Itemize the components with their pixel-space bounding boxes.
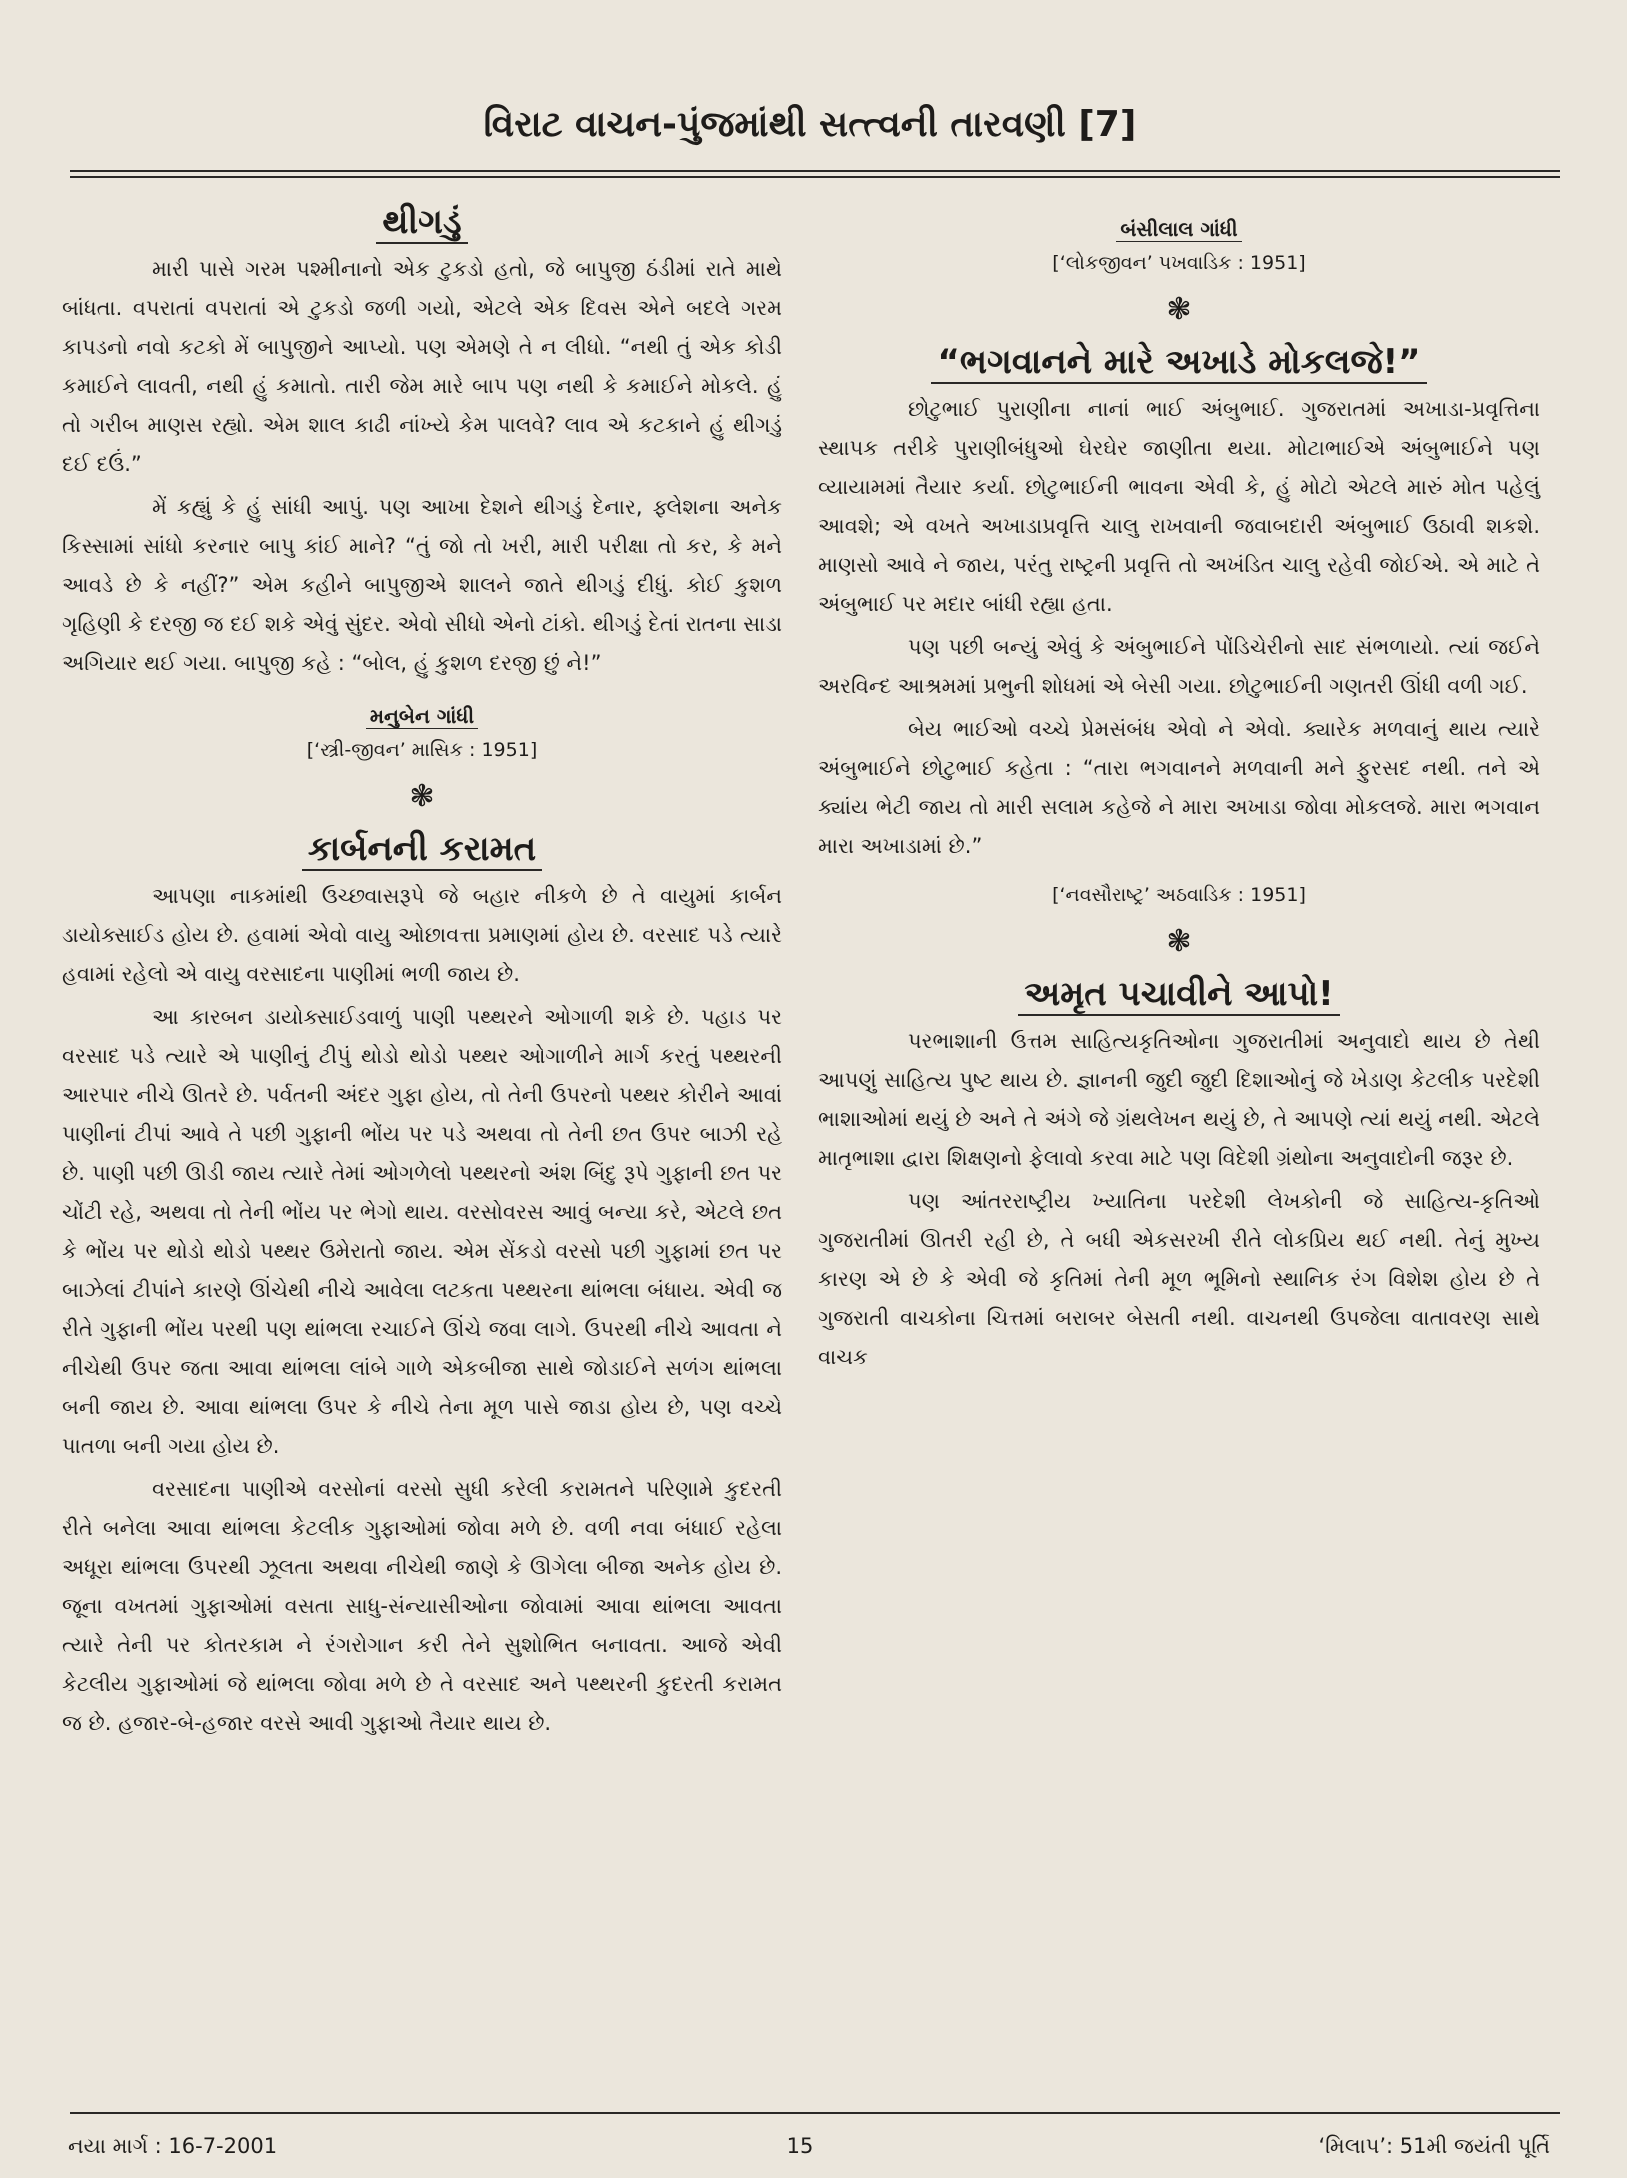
flower-ornament-icon: ❃ <box>1166 924 1192 959</box>
paragraph: પણ આંતરરાષ્ટ્રીય ખ્યાતિના પરદેશી લેખકોની જે સાહિત્ય-કૃતિઓ ગુજરાતીમાં ઊતરી રહી છે, તે બધી એકસરખી રીતે લોકપ્રિય થઈ નથી. તેનું મુખ્ય કારણ એ છે કે એવી જે કૃતિમાં તેની મૂળ ભૂમિનો સ્થાનિક રંગ વિશેશ હોય છે તે ગુજરાતી વાચકોના ચિત્તમાં બરાબર બેસતી નથી. વાચનથી ઉપજેલા વાતાવરણ સાથે વાચક <box>818 1189 1540 1369</box>
paragraph: આપણા નાકમાંથી ઉચ્છ્વાસરૂપે જે બહાર નીકળે છે તે વાયુમાં કાર્બન ડાયોક્સાઈડ હોય છે. હવામાં એવો વાયુ ઓછાવત્તા પ્રમાણમાં હોય છે. વરસાદ પડે ત્યારે હવામાં રહેલો એ વાયુ વરસાદના પાણીમાં ભળી જાય છે. <box>62 884 782 986</box>
footer-publication-date: નયા માર્ગ : 16-7-2001 <box>68 2134 278 2158</box>
paragraph: બેય ભાઈઓ વચ્ચે પ્રેમસંબંધ એવો ને એવો. ક્યારેક મળવાનું થાય ત્યારે અંબુભાઈને છોટુભાઈ કહેતા : “તારા ભગવાનને મળવાની મને ફુરસદ નથી. તને એ ક્યાંય ભેટી જાય તો મારી સલામ કહેજે ને મારા અખાડા જોવા મોકલજે. મારા ભગવાન મારા અખાડામાં છે.” <box>818 717 1540 858</box>
article-carbon-continued <box>818 214 1540 278</box>
paragraph: મેં કહ્યું કે હું સાંધી આપું. પણ આખા દેશને થીગડું દેનાર, ફ્લેશના અનેક કિસ્સામાં સાંધો કરનાર બાપુ કાંઈ માને? “તું જો તો ખરી, મારી પરીક્ષા તો કર, કે મને આવડે છે કે નહીં?” એમ કહીને બાપુજીએ શાલને જાતે થીગડું દીધું. કોઈ કુશળ ગૃહિણી કે દરજી જ દઈ શકે એવું સુંદર. એવો સીધો એનો ટાંકો. થીગડું દેતાં રાતના સાડા અગિયાર થઈ ગયા. બાપુજી કહે : “બોલ, હું કુશળ દરજી છું ને!” <box>62 495 782 675</box>
paragraph: મારી પાસે ગરમ પશ્મીનાનો એક ટુકડો હતો, જે બાપુજી ઠંડીમાં રાતે માથે બાંધતા. વપરાતાં વપરાતાં એ ટુકડો જળી ગયો, એટલે એક દિવસ એને બદલે ગરમ કાપડનો નવો કટકો મેં બાપુજીને આપ્યો. પણ એમણે તે ન લીધો. “નથી તું એક કોડી કમાઈને લાવતી, નથી હું કમાતો. તારી જેમ મારે બાપ પણ નથી કે કમાઈને મોકલે. હું તો ગરીબ માણસ રહ્યો. એમ શાલ કાઢી નાંખ્યે કેમ પાલવે? લાવ એ કટકાને હું થીગડું દઈ દઉં.” <box>62 257 782 476</box>
header-rule-top <box>70 170 1560 172</box>
footer-rule <box>70 2112 1560 2114</box>
source-citation: [‘સ્ત્રી-જીવન’ માસિક : 1951] <box>306 739 538 761</box>
paragraph: પરભાશાની ઉત્તમ સાહિત્યકૃતિઓના ગુજરાતીમાં અનુવાદો થાય છે તેથી આપણું સાહિત્ય પુષ્ટ થાય છે. જ્ઞાનની જુદી જુદી દિશાઓનું જે ખેડાણ કેટલીક પરદેશી ભાશાઓમાં થયું છે અને તે અંગે જે ગ્રંથલેખન થયું છે, તે આપણે ત્યાં થયું નથી. એટલે માતૃભાશા દ્વારા શિક્ષણનો ફેલાવો કરવા માટે પણ વિદેશી ગ્રંથોના અનુવાદોની જરૂર છે. <box>818 1029 1540 1170</box>
article-amrut <box>818 972 1540 1377</box>
page-header-title: વિરાટ વાચન-પુંજમાંથી સત્ત્વની તારવણી [7] <box>483 104 1137 145</box>
article-title: “ભગવાનને મારે અખાડે મોકલજે!” <box>931 342 1426 384</box>
paragraph: પણ પછી બન્યું એવું કે અંબુભાઈને પોંડિચેરીનો સાદ સંભળાયો. ત્યાં જઈને અરવિન્દ આશ્રમમાં પ્રભુની શોધમાં એ બેસી ગયા. છોટુભાઈની ગણતરી ઊંધી વળી ગઈ. <box>818 635 1540 698</box>
source-citation: [‘નવસૌરાષ્ટ્ર’ અઠવાડિક : 1951] <box>1052 884 1306 906</box>
article-carbon <box>62 827 782 1743</box>
article-title: થીગડું <box>376 202 467 244</box>
page-number: 15 <box>786 2134 814 2158</box>
paragraph: છોટુભાઈ પુરાણીના નાનાં ભાઈ અંબુભાઈ. ગુજરાતમાં અખાડા-પ્રવૃત્તિના સ્થાપક તરીકે પુરાણીબંધુઓ ઘેરઘેર જાણીતા થયા. મોટાભાઈએ અંબુભાઈને પણ વ્યાયામમાં તૈયાર કર્યા. છોટુભાઈની ભાવના એવી કે, હું મોટો એટલે મારું મોત પહેલું આવશે; એ વખતે અખાડાપ્રવૃત્તિ ચાલુ રાખવાની જવાબદારી અંબુભાઈ ઉઠાવી શકશે. માણસો આવે ને જાય, પરંતુ રાષ્ટ્રની પ્રવૃત્તિ તો અખંડિત ચાલુ રહેવી જોઈએ. એ માટે તે અંબુભાઈ પર મદાર બાંધી રહ્યા હતા. <box>818 397 1540 616</box>
flower-ornament-icon: ❃ <box>409 779 435 814</box>
author-name: બંસીલાલ ગાંધી <box>1116 217 1241 242</box>
article-title: કાર્બનની કરામત <box>302 829 542 871</box>
right-column <box>818 214 1540 1377</box>
footer-supplement-name: ‘મિલાપ’: 51મી જયંતી પૂર્તિ <box>1318 2134 1550 2158</box>
article-title: અમૃત પચાવીને આપો! <box>1018 974 1339 1016</box>
article-thigdu <box>62 200 782 765</box>
flower-ornament-icon: ❃ <box>1166 292 1192 327</box>
paragraph: વરસાદના પાણીએ વરસોનાં વરસો સુધી કરેલી કરામતને પરિણામે કુદરતી રીતે બનેલા આવા થાંભલા કેટલીક ગુફાઓમાં જોવા મળે છે. વળી નવા બંધાઈ રહેલા અધૂરા થાંભલા ઉપરથી ઝૂલતા અથવા નીચેથી જાણે કે ઊગેલા બીજા અનેક હોય છે. જૂના વખતમાં ગુફાઓમાં વસતા સાધુ-સંન્યાસીઓના જોવામાં આવા થાંભલા આવતા ત્યારે તેની પર કોતરકામ ને રંગરોગાન કરી તેને સુશોભિત બનાવતા. આજે એવી કેટલીય ગુફાઓમાં જે થાંભલા જોવા મળે છે તે વરસાદ અને પથ્થરની કુદરતી કરામત જ છે. હજાર-બે-હજાર વરસે આવી ગુફાઓ તૈયાર થાય છે. <box>62 1477 782 1735</box>
source-citation: [‘લોકજીવન’ પખવાડિક : 1951] <box>1052 252 1306 274</box>
header-rule-bottom <box>70 176 1560 178</box>
left-column <box>62 200 782 1743</box>
paragraph: આ કારબન ડાયોક્સાઈડવાળું પાણી પથ્થરને ઓગાળી શકે છે. પહાડ પર વરસાદ પડે ત્યારે એ પાણીનું ટીપું થોડો થોડો પથ્થર ઓગાળીને માર્ગ કરતું પથ્થરની આરપાર નીચે ઊતરે છે. પર્વતની અંદર ગુફા હોય, તો તેની ઉપરનો પથ્થર કોરીને આવાં પાણીનાં ટીપાં આવે તે પછી ગુફાની ભોંય પર પડે અથવા તો તેની છત ઉપર બાઝી રહે છે. પાણી પછી ઊડી જાય ત્યારે તેમાં ઓગળેલો પથ્થરનો અંશ બિંદુ રૂપે ગુફાની છત પર ચોંટી રહે, અથવા તો તેની ભોંય પર ભેગો થાય. વરસોવરસ આવું બન્યા કરે, એટલે છત કે ભોંય પર થોડો થોડો પથ્થર ઉમેરાતો જાય. એમ સેંકડો વરસો પછી ગુફામાં છત પર બાઝેલાં ટીપાંને કારણે ઊંચેથી નીચે આવેલા લટકતા પથ્થરના થાંભલા બંધાય. એવી જ રીતે ગુફાની ભોંય પરથી પણ થાંભલા રચાઈને ઊંચે જવા લાગે. ઉપરથી નીચે આવતા ને નીચેથી ઉપર જતા આવા થાંભલા લાંબે ગાળે એકબીજા સાથે જોડાઈને સળંગ થાંભલા બની જાય છે. આવા થાંભલા ઉપર કે નીચે તેના મૂળ પાસે જાડા હોય છે, પણ વચ્ચે પાતળા બની ગયા હોય છે. <box>62 1005 782 1458</box>
article-bhagvan <box>818 340 1540 910</box>
author-name: મનુબેન ગાંધી <box>366 704 478 729</box>
